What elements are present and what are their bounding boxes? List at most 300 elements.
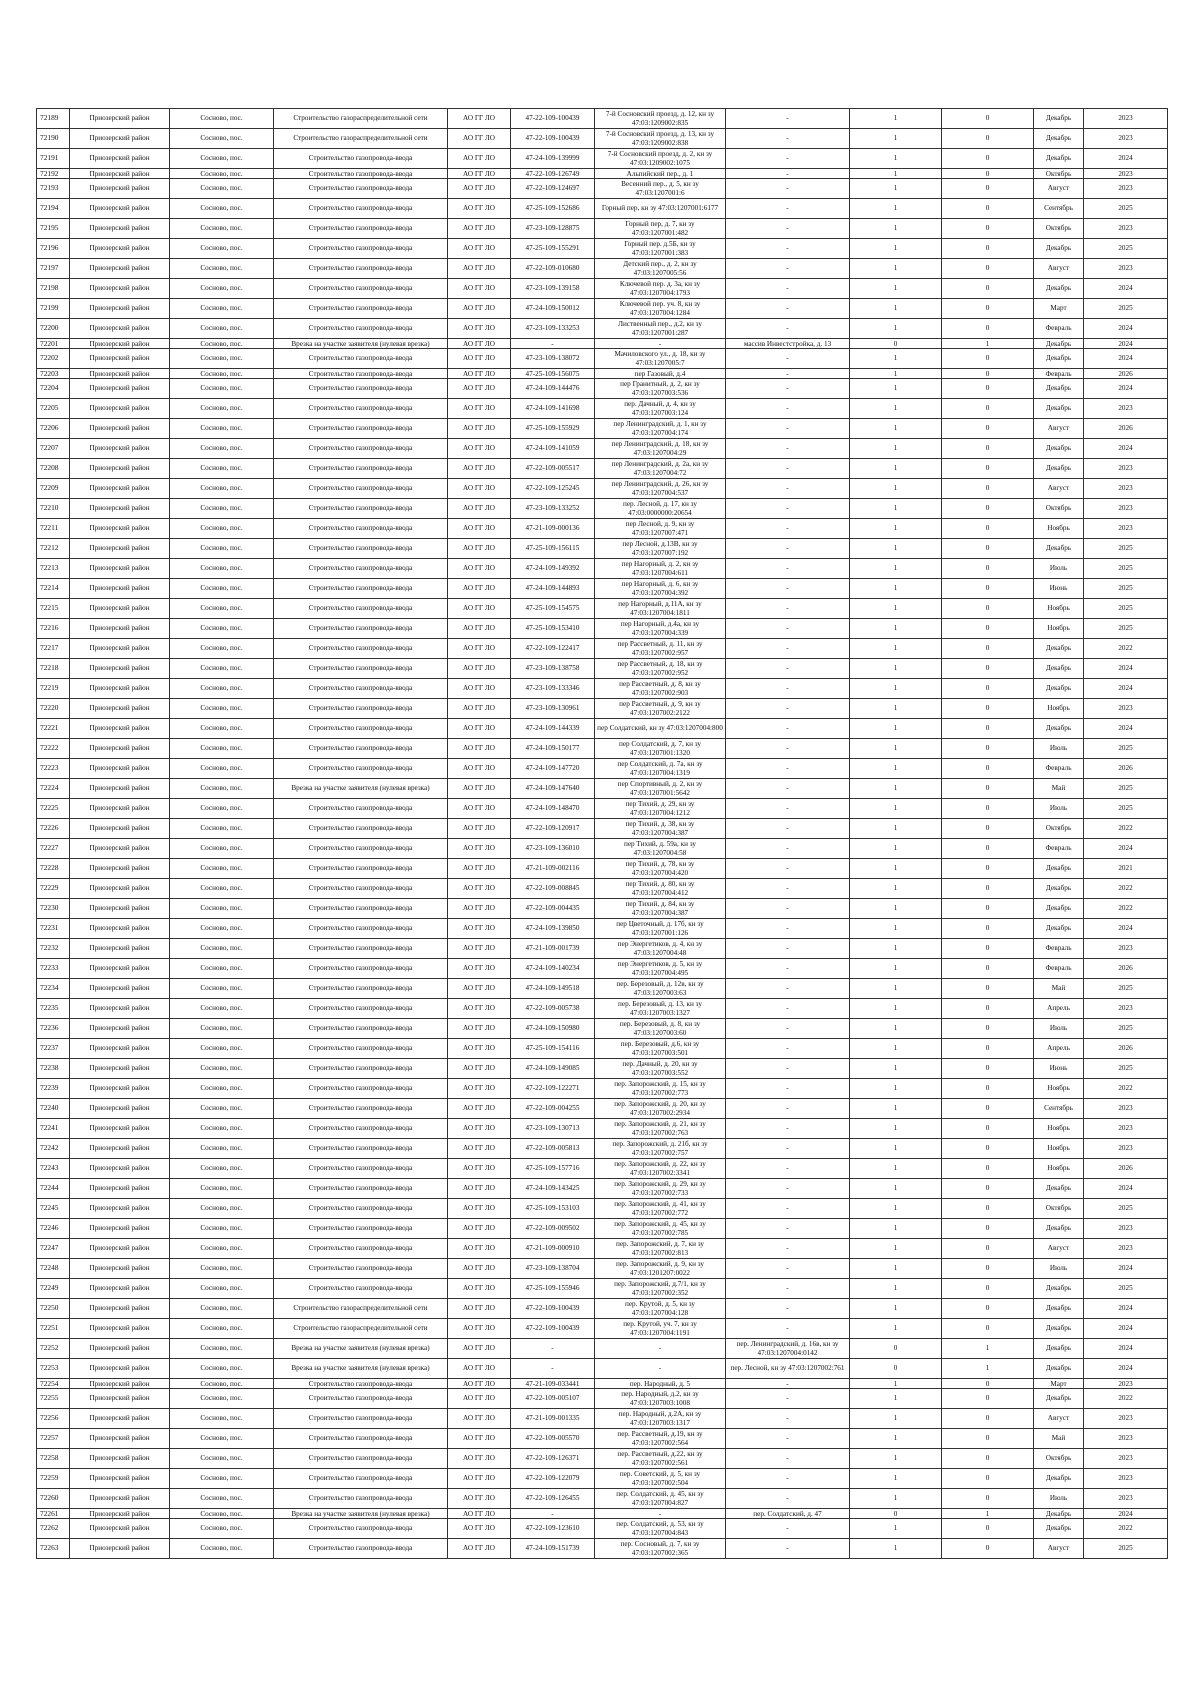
- cell-work-type: Строительство газопровода-ввода: [274, 879, 448, 899]
- cell-request-id: 47-23-109-133346: [511, 679, 595, 699]
- cell-year: 2024: [1084, 1259, 1168, 1279]
- cell-note: -: [726, 539, 850, 559]
- cell-month: Май: [1034, 979, 1084, 999]
- cell-district: Приозерский район: [70, 639, 170, 659]
- cell-organization: АО ГГ ЛО: [448, 179, 511, 199]
- cell-request-id: 47-25-109-155929: [511, 419, 595, 439]
- cell-organization: АО ГГ ЛО: [448, 1299, 511, 1319]
- cell-number: 72216: [37, 619, 70, 639]
- cell-qty-1: 1: [850, 1139, 942, 1159]
- cell-work-type: Строительство газопровода-ввода: [274, 919, 448, 939]
- cell-settlement: Сосново, пос.: [170, 419, 274, 439]
- table-row: [37, 919, 1168, 939]
- cell-settlement: Сосново, пос.: [170, 1339, 274, 1359]
- cell-qty-2: 0: [942, 779, 1034, 799]
- cell-organization: АО ГГ ЛО: [448, 419, 511, 439]
- table-row: [37, 739, 1168, 759]
- cell-organization: АО ГГ ЛО: [448, 339, 511, 349]
- cell-note: -: [726, 779, 850, 799]
- cell-district: Приозерский район: [70, 1319, 170, 1339]
- cell-year: 2024: [1084, 379, 1168, 399]
- cell-work-type: Строительство газопровода-ввода: [274, 539, 448, 559]
- cell-organization: АО ГГ ЛО: [448, 959, 511, 979]
- table-row: [37, 109, 1168, 129]
- cell-qty-1: 1: [850, 149, 942, 169]
- cell-address: пер Ленинградский, д. 26, кн зу 47:03:1207004:537: [595, 479, 726, 499]
- cell-qty-1: 0: [850, 1359, 942, 1379]
- cell-request-id: 47-23-109-138758: [511, 659, 595, 679]
- cell-note: -: [726, 979, 850, 999]
- cell-year: 2026: [1084, 419, 1168, 439]
- cell-address: Ключевой пер. уч. 8, кн зу 47:03:1207004:1284: [595, 299, 726, 319]
- cell-qty-2: 0: [942, 349, 1034, 369]
- cell-work-type: Строительство газораспределительной сети: [274, 129, 448, 149]
- cell-year: 2023: [1084, 169, 1168, 179]
- cell-organization: АО ГГ ЛО: [448, 459, 511, 479]
- cell-address: пер. Запорожский, д. 22, кн зу 47:03:1207002:3341: [595, 1159, 726, 1179]
- cell-district: Приозерский район: [70, 1019, 170, 1039]
- cell-request-id: 47-23-109-138072: [511, 349, 595, 369]
- cell-year: 2023: [1084, 179, 1168, 199]
- cell-request-id: 47-24-109-150012: [511, 299, 595, 319]
- cell-qty-2: 0: [942, 109, 1034, 129]
- cell-district: Приозерский район: [70, 299, 170, 319]
- cell-qty-2: 0: [942, 169, 1034, 179]
- cell-settlement: Сосново, пос.: [170, 219, 274, 239]
- cell-work-type: Строительство газопровода-ввода: [274, 349, 448, 369]
- table-row: [37, 1429, 1168, 1449]
- cell-work-type: Строительство газопровода-ввода: [274, 379, 448, 399]
- cell-qty-1: 1: [850, 979, 942, 999]
- cell-address: пер Спортивный, д. 2, кн зу 47:03:1207001:5642: [595, 779, 726, 799]
- cell-number: 72220: [37, 699, 70, 719]
- cell-month: Ноябрь: [1034, 519, 1084, 539]
- cell-month: Декабрь: [1034, 129, 1084, 149]
- cell-district: Приозерский район: [70, 419, 170, 439]
- cell-organization: АО ГГ ЛО: [448, 659, 511, 679]
- cell-month: Август: [1034, 179, 1084, 199]
- cell-note: -: [726, 179, 850, 199]
- cell-work-type: Строительство газопровода-ввода: [274, 279, 448, 299]
- cell-note: -: [726, 399, 850, 419]
- cell-organization: АО ГГ ЛО: [448, 1379, 511, 1389]
- cell-number: 72241: [37, 1119, 70, 1139]
- cell-year: 2022: [1084, 1389, 1168, 1409]
- cell-settlement: Сосново, пос.: [170, 1079, 274, 1099]
- cell-work-type: Строительство газопровода-ввода: [274, 399, 448, 419]
- cell-month: Июнь: [1034, 1059, 1084, 1079]
- cell-request-id: 47-24-109-147640: [511, 779, 595, 799]
- cell-settlement: Сосново, пос.: [170, 899, 274, 919]
- cell-qty-1: 1: [850, 1179, 942, 1199]
- cell-work-type: Строительство газопровода-ввода: [274, 839, 448, 859]
- cell-district: Приозерский район: [70, 219, 170, 239]
- cell-request-id: 47-22-109-005738: [511, 999, 595, 1019]
- cell-organization: АО ГГ ЛО: [448, 219, 511, 239]
- cell-number: 72211: [37, 519, 70, 539]
- cell-month: Декабрь: [1034, 379, 1084, 399]
- cell-qty-2: 0: [942, 1139, 1034, 1159]
- cell-work-type: Строительство газопровода-ввода: [274, 939, 448, 959]
- cell-district: Приозерский район: [70, 1199, 170, 1219]
- cell-number: 72233: [37, 959, 70, 979]
- cell-qty-1: 1: [850, 399, 942, 419]
- cell-work-type: Строительство газопровода-ввода: [274, 1279, 448, 1299]
- cell-number: 72232: [37, 939, 70, 959]
- cell-qty-2: 0: [942, 979, 1034, 999]
- cell-qty-1: 1: [850, 939, 942, 959]
- table-row: [37, 1259, 1168, 1279]
- cell-year: 2026: [1084, 1039, 1168, 1059]
- cell-note: -: [726, 1219, 850, 1239]
- cell-number: 72252: [37, 1339, 70, 1359]
- cell-number: 72218: [37, 659, 70, 679]
- cell-organization: АО ГГ ЛО: [448, 299, 511, 319]
- cell-work-type: Строительство газопровода-ввода: [274, 1179, 448, 1199]
- cell-request-id: 47-24-109-150980: [511, 1019, 595, 1039]
- cell-month: Апрель: [1034, 1039, 1084, 1059]
- cell-month: Декабрь: [1034, 459, 1084, 479]
- cell-request-id: 47-22-109-005813: [511, 1139, 595, 1159]
- cell-request-id: 47-25-109-154116: [511, 1039, 595, 1059]
- cell-month: Декабрь: [1034, 349, 1084, 369]
- cell-qty-1: 1: [850, 599, 942, 619]
- cell-work-type: Строительство газопровода-ввода: [274, 719, 448, 739]
- cell-month: Июль: [1034, 559, 1084, 579]
- cell-number: 72246: [37, 1219, 70, 1239]
- cell-settlement: Сосново, пос.: [170, 279, 274, 299]
- cell-number: 72256: [37, 1409, 70, 1429]
- cell-qty-1: 1: [850, 859, 942, 879]
- cell-qty-1: 0: [850, 1509, 942, 1519]
- cell-address: пер. Запорожский, д. 9, кн зу 47:03:1201207:0022: [595, 1259, 726, 1279]
- cell-settlement: Сосново, пос.: [170, 979, 274, 999]
- cell-number: 72250: [37, 1299, 70, 1319]
- cell-settlement: Сосново, пос.: [170, 1159, 274, 1179]
- cell-number: 72197: [37, 259, 70, 279]
- cell-request-id: 47-23-109-128875: [511, 219, 595, 239]
- cell-work-type: Строительство газопровода-ввода: [274, 1019, 448, 1039]
- works-table: [36, 108, 1168, 1559]
- cell-address: пер. Дачный, д. 20, кн зу 47:03:1207003:552: [595, 1059, 726, 1079]
- cell-month: Октябрь: [1034, 1449, 1084, 1469]
- cell-number: 72244: [37, 1179, 70, 1199]
- cell-work-type: Строительство газопровода-ввода: [274, 1199, 448, 1219]
- cell-note: -: [726, 499, 850, 519]
- cell-organization: АО ГГ ЛО: [448, 1359, 511, 1379]
- cell-year: 2023: [1084, 1119, 1168, 1139]
- cell-organization: АО ГГ ЛО: [448, 279, 511, 299]
- cell-settlement: Сосново, пос.: [170, 1409, 274, 1429]
- cell-note: -: [726, 239, 850, 259]
- cell-qty-2: 0: [942, 539, 1034, 559]
- cell-year: 2025: [1084, 559, 1168, 579]
- cell-organization: АО ГГ ЛО: [448, 1429, 511, 1449]
- cell-settlement: Сосново, пос.: [170, 519, 274, 539]
- table-row: [37, 939, 1168, 959]
- cell-settlement: Сосново, пос.: [170, 319, 274, 339]
- cell-district: Приозерский район: [70, 919, 170, 939]
- cell-work-type: Строительство газопровода-ввода: [274, 679, 448, 699]
- cell-year: 2023: [1084, 1489, 1168, 1509]
- table-row: [37, 859, 1168, 879]
- cell-note: -: [726, 579, 850, 599]
- cell-work-type: Строительство газораспределительной сети: [274, 1299, 448, 1319]
- cell-qty-1: 1: [850, 679, 942, 699]
- cell-settlement: Сосново, пос.: [170, 539, 274, 559]
- cell-month: Июль: [1034, 739, 1084, 759]
- cell-settlement: Сосново, пос.: [170, 939, 274, 959]
- cell-request-id: 47-23-109-138704: [511, 1259, 595, 1279]
- cell-address: пер. Народный, д.2А, кн зу 47:03:1207003:1317: [595, 1409, 726, 1429]
- cell-work-type: Строительство газопровода-ввода: [274, 579, 448, 599]
- cell-month: Февраль: [1034, 939, 1084, 959]
- cell-qty-2: 0: [942, 129, 1034, 149]
- cell-organization: АО ГГ ЛО: [448, 1039, 511, 1059]
- cell-address: пер Нагорный, д.11А, кн зу 47:03:1207004:1811: [595, 599, 726, 619]
- cell-qty-1: 1: [850, 1519, 942, 1539]
- cell-district: Приозерский район: [70, 149, 170, 169]
- cell-address: Мачиловского ул., д. 18, кн зу 47:03:1207005:7: [595, 349, 726, 369]
- cell-note: -: [726, 799, 850, 819]
- cell-qty-1: 1: [850, 1059, 942, 1079]
- cell-organization: АО ГГ ЛО: [448, 1099, 511, 1119]
- cell-number: 72212: [37, 539, 70, 559]
- cell-settlement: Сосново, пос.: [170, 879, 274, 899]
- cell-settlement: Сосново, пос.: [170, 1019, 274, 1039]
- table-row: [37, 599, 1168, 619]
- cell-address: пер Тихий, д. 38, кн зу 47:03:1207004:387: [595, 819, 726, 839]
- cell-work-type: Строительство газопровода-ввода: [274, 219, 448, 239]
- cell-note: пер. Солдатский, д. 47: [726, 1509, 850, 1519]
- cell-request-id: 47-25-109-157716: [511, 1159, 595, 1179]
- cell-settlement: Сосново, пос.: [170, 1469, 274, 1489]
- table-row: [37, 1019, 1168, 1039]
- table-row: [37, 519, 1168, 539]
- cell-year: 2025: [1084, 199, 1168, 219]
- table-row: [37, 759, 1168, 779]
- table-row: [37, 239, 1168, 259]
- cell-number: 72255: [37, 1389, 70, 1409]
- cell-number: 72228: [37, 859, 70, 879]
- cell-address: пер. Рассветный, д.19, кн зу 47:03:1207002:564: [595, 1429, 726, 1449]
- cell-month: Март: [1034, 299, 1084, 319]
- cell-qty-2: 0: [942, 1429, 1034, 1449]
- cell-note: -: [726, 479, 850, 499]
- table-row: [37, 639, 1168, 659]
- cell-district: Приозерский район: [70, 1299, 170, 1319]
- cell-work-type: Строительство газопровода-ввода: [274, 979, 448, 999]
- cell-note: -: [726, 219, 850, 239]
- cell-district: Приозерский район: [70, 379, 170, 399]
- cell-year: 2024: [1084, 1339, 1168, 1359]
- cell-request-id: 47-22-109-100439: [511, 1299, 595, 1319]
- cell-settlement: Сосново, пос.: [170, 1039, 274, 1059]
- cell-year: 2021: [1084, 859, 1168, 879]
- cell-qty-1: 1: [850, 1539, 942, 1559]
- table-row: [37, 899, 1168, 919]
- cell-settlement: Сосново, пос.: [170, 599, 274, 619]
- cell-request-id: 47-22-109-122079: [511, 1469, 595, 1489]
- cell-month: Декабрь: [1034, 109, 1084, 129]
- cell-request-id: 47-25-109-156075: [511, 369, 595, 379]
- cell-qty-2: 0: [942, 919, 1034, 939]
- table-row: [37, 1389, 1168, 1409]
- cell-address: -: [595, 1339, 726, 1359]
- cell-settlement: Сосново, пос.: [170, 349, 274, 369]
- cell-qty-2: 0: [942, 1519, 1034, 1539]
- cell-number: 72219: [37, 679, 70, 699]
- cell-district: Приозерский район: [70, 779, 170, 799]
- cell-organization: АО ГГ ЛО: [448, 979, 511, 999]
- cell-note: -: [726, 1519, 850, 1539]
- cell-request-id: 47-24-109-143425: [511, 1179, 595, 1199]
- cell-district: Приозерский район: [70, 459, 170, 479]
- cell-district: Приозерский район: [70, 599, 170, 619]
- cell-year: 2025: [1084, 1199, 1168, 1219]
- table-row: [37, 539, 1168, 559]
- cell-address: пер. Березовый, д. 12в, кн зу 47:03:1207003:63: [595, 979, 726, 999]
- cell-organization: АО ГГ ЛО: [448, 859, 511, 879]
- cell-request-id: 47-22-109-100439: [511, 129, 595, 149]
- cell-number: 72234: [37, 979, 70, 999]
- cell-address: пер Рассветный, д. 9, кн зу 47:03:1207002:2122: [595, 699, 726, 719]
- cell-organization: АО ГГ ЛО: [448, 619, 511, 639]
- cell-month: Декабрь: [1034, 1279, 1084, 1299]
- cell-address: пер Энергетиков, д. 4, кн зу 47:03:1207004:48: [595, 939, 726, 959]
- cell-organization: АО ГГ ЛО: [448, 1489, 511, 1509]
- cell-district: Приозерский район: [70, 479, 170, 499]
- cell-note: -: [726, 559, 850, 579]
- table-row: [37, 1219, 1168, 1239]
- cell-request-id: 47-21-109-001335: [511, 1409, 595, 1429]
- cell-qty-1: 1: [850, 259, 942, 279]
- cell-month: Август: [1034, 1239, 1084, 1259]
- cell-work-type: Строительство газопровода-ввода: [274, 799, 448, 819]
- cell-qty-2: 0: [942, 599, 1034, 619]
- cell-year: 2024: [1084, 279, 1168, 299]
- table-row: [37, 129, 1168, 149]
- cell-organization: АО ГГ ЛО: [448, 479, 511, 499]
- cell-request-id: 47-22-109-126371: [511, 1449, 595, 1469]
- cell-district: Приозерский район: [70, 939, 170, 959]
- cell-qty-2: 0: [942, 739, 1034, 759]
- cell-qty-1: 1: [850, 579, 942, 599]
- cell-qty-2: 0: [942, 1059, 1034, 1079]
- cell-work-type: Строительство газопровода-ввода: [274, 899, 448, 919]
- cell-work-type: Строительство газопровода-ввода: [274, 1219, 448, 1239]
- cell-qty-2: 0: [942, 879, 1034, 899]
- cell-number: 72199: [37, 299, 70, 319]
- cell-work-type: Строительство газопровода-ввода: [274, 1119, 448, 1139]
- cell-qty-2: 0: [942, 1159, 1034, 1179]
- cell-organization: АО ГГ ЛО: [448, 1119, 511, 1139]
- cell-work-type: Врезка на участке заявителя (нулевая врезка): [274, 1509, 448, 1519]
- cell-address: пер. Запорожский, д. 15, кн зу 47:03:1207002:773: [595, 1079, 726, 1099]
- cell-qty-1: 1: [850, 239, 942, 259]
- cell-work-type: Строительство газопровода-ввода: [274, 1139, 448, 1159]
- cell-request-id: 47-24-109-139850: [511, 919, 595, 939]
- cell-district: Приозерский район: [70, 619, 170, 639]
- cell-work-type: Строительство газопровода-ввода: [274, 199, 448, 219]
- cell-qty-1: 1: [850, 1319, 942, 1339]
- cell-qty-2: 0: [942, 239, 1034, 259]
- cell-request-id: -: [511, 1509, 595, 1519]
- cell-month: Ноябрь: [1034, 599, 1084, 619]
- cell-month: Август: [1034, 419, 1084, 439]
- cell-district: Приозерский район: [70, 1339, 170, 1359]
- cell-number: 72236: [37, 1019, 70, 1039]
- cell-number: 72239: [37, 1079, 70, 1099]
- cell-year: 2023: [1084, 1219, 1168, 1239]
- cell-number: 72214: [37, 579, 70, 599]
- cell-year: 2025: [1084, 1019, 1168, 1039]
- cell-qty-1: 1: [850, 1489, 942, 1509]
- cell-address: пер Солдатский, д. 7, кн зу 47:03:1207001:1320: [595, 739, 726, 759]
- cell-settlement: Сосново, пос.: [170, 1199, 274, 1219]
- cell-request-id: 47-24-109-149085: [511, 1059, 595, 1079]
- cell-month: Ноябрь: [1034, 1119, 1084, 1139]
- cell-address: пер. Крутой, д. 5, кн зу 47:03:1207004:128: [595, 1299, 726, 1319]
- cell-request-id: 47-24-109-144339: [511, 719, 595, 739]
- cell-district: Приозерский район: [70, 579, 170, 599]
- cell-qty-2: 0: [942, 679, 1034, 699]
- cell-settlement: Сосново, пос.: [170, 1539, 274, 1559]
- cell-year: 2023: [1084, 399, 1168, 419]
- cell-organization: АО ГГ ЛО: [448, 1449, 511, 1469]
- cell-month: Ноябрь: [1034, 1079, 1084, 1099]
- cell-note: -: [726, 1139, 850, 1159]
- cell-address: пер. Березовый, д.6, кн зу 47:03:1207003:501: [595, 1039, 726, 1059]
- cell-district: Приозерский район: [70, 239, 170, 259]
- cell-organization: АО ГГ ЛО: [448, 1139, 511, 1159]
- cell-address: 7-й Сосновский проезд, д. 13, кн зу 47:03:1209002:838: [595, 129, 726, 149]
- cell-district: Приозерский район: [70, 1509, 170, 1519]
- cell-number: 72237: [37, 1039, 70, 1059]
- cell-number: 72198: [37, 279, 70, 299]
- cell-request-id: 47-24-109-150177: [511, 739, 595, 759]
- cell-settlement: Сосново, пос.: [170, 859, 274, 879]
- cell-month: Декабрь: [1034, 149, 1084, 169]
- table-row: [37, 1469, 1168, 1489]
- cell-district: Приозерский район: [70, 1539, 170, 1559]
- table-row: [37, 479, 1168, 499]
- cell-qty-2: 0: [942, 1219, 1034, 1239]
- cell-address: Горный пер. д.5Б, кн зу 47:03:1207001:383: [595, 239, 726, 259]
- table-row: [37, 719, 1168, 739]
- cell-year: 2023: [1084, 1449, 1168, 1469]
- cell-district: Приозерский район: [70, 1449, 170, 1469]
- cell-number: 72192: [37, 169, 70, 179]
- cell-number: 72231: [37, 919, 70, 939]
- table-row: [37, 659, 1168, 679]
- cell-request-id: 47-24-109-141059: [511, 439, 595, 459]
- cell-note: -: [726, 379, 850, 399]
- cell-work-type: Строительство газопровода-ввода: [274, 299, 448, 319]
- cell-settlement: Сосново, пос.: [170, 1449, 274, 1469]
- cell-month: Сентябрь: [1034, 199, 1084, 219]
- cell-work-type: Строительство газопровода-ввода: [274, 559, 448, 579]
- cell-month: Ноябрь: [1034, 1139, 1084, 1159]
- cell-request-id: 47-22-109-010680: [511, 259, 595, 279]
- cell-year: 2024: [1084, 839, 1168, 859]
- cell-work-type: Строительство газопровода-ввода: [274, 699, 448, 719]
- table-row: [37, 1139, 1168, 1159]
- cell-work-type: Строительство газопровода-ввода: [274, 499, 448, 519]
- cell-qty-1: 1: [850, 419, 942, 439]
- cell-qty-1: 1: [850, 109, 942, 129]
- cell-request-id: 47-25-109-153103: [511, 1199, 595, 1219]
